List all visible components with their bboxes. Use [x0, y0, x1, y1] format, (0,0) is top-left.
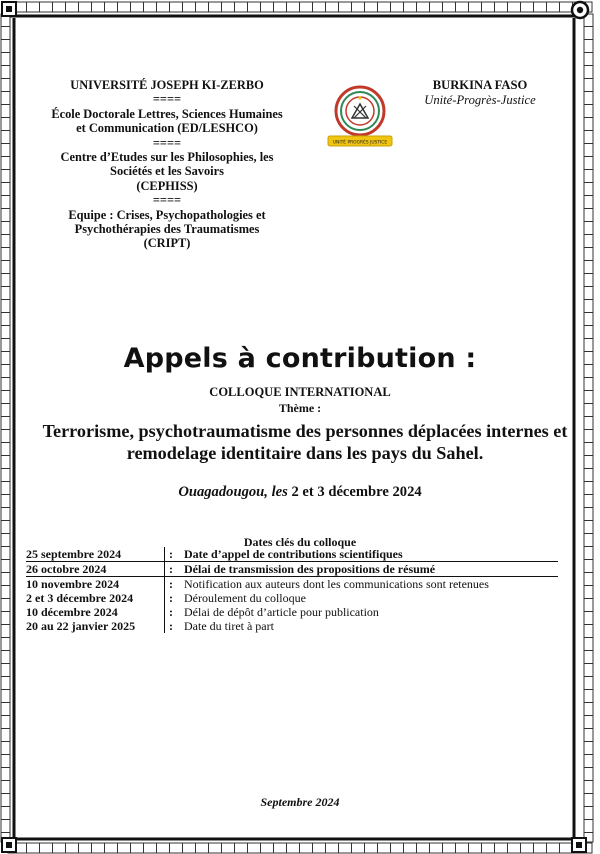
team-line2: Psychothérapies des Traumatismes: [74, 222, 260, 237]
date-cell: 10 novembre 2024: [26, 577, 120, 591]
country-header: [405, 78, 555, 108]
description-cell: Date d’appel de contributions scientifiques: [178, 547, 558, 562]
separator: ====: [152, 193, 182, 208]
venue: Ouagadougou, les: [178, 484, 288, 500]
theme-text: Terrorisme, psychotraumatisme des personnes déplacées internes et remodelage identitaire dans les pays du Sahel.: [42, 421, 568, 463]
corner-ornament-top-right: [572, 2, 588, 18]
separator-cell: :: [165, 591, 179, 605]
footer-date: Septembre 2024: [260, 795, 340, 809]
centre-acronym: (CEPHISS): [136, 178, 198, 193]
seal-motto-ribbon: UNITÉ PROGRÈS JUSTICE: [332, 140, 388, 146]
separator-cell: :: [165, 605, 179, 619]
description-cell: Déroulement du colloque: [184, 591, 306, 605]
coat-of-arms-seal: [326, 84, 394, 148]
separator-cell: :: [165, 619, 179, 633]
table-row: [26, 619, 558, 633]
centre-line1: Centre d’Etudes sur les Philosophies, les: [60, 150, 274, 165]
date-cell: 10 décembre 2024: [26, 605, 118, 619]
corner-ornament-top-left: [2, 2, 16, 16]
date-cell: 20 au 22 janvier 2025: [26, 619, 136, 633]
separator-cell: :: [165, 547, 179, 562]
event-dates: 2 et 3 décembre 2024: [291, 484, 422, 500]
colloquium-label: COLLOQUE INTERNATIONAL: [209, 385, 391, 399]
venue-and-dates: [0, 484, 600, 501]
description-cell: Délai de dépôt d’article pour publication: [184, 605, 379, 619]
country-motto: Unité-Progrès-Justice: [424, 93, 536, 107]
doctoral-school-line1: École Doctorale Lettres, Sciences Humaines: [51, 106, 283, 121]
centre-line2: Sociétés et les Savoirs: [110, 164, 224, 179]
date-cell: 25 septembre 2024: [26, 547, 165, 562]
corner-ornament-bottom-right: [572, 838, 586, 852]
separator-cell: :: [165, 577, 179, 592]
date-cell: 2 et 3 décembre 2024: [26, 591, 134, 605]
doctoral-school-line2: et Communication (ED/LESHCO): [76, 121, 258, 136]
separator: ====: [152, 135, 182, 150]
description-cell: Délai de transmission des propositions de résumé: [178, 562, 558, 577]
institution-header: [36, 78, 298, 251]
separator-cell: :: [165, 562, 179, 577]
table-row: [26, 577, 558, 592]
separator: ====: [152, 92, 182, 107]
page-title: Appels à contribution :: [123, 343, 477, 374]
corner-ornament-bottom-left: [2, 838, 16, 852]
date-cell: 26 octobre 2024: [26, 562, 165, 577]
table-row: [26, 547, 558, 562]
key-dates-title: Dates clés du colloque: [243, 535, 357, 549]
country-name: BURKINA FASO: [432, 78, 528, 92]
team-acronym: (CRIPT): [143, 236, 191, 251]
theme-label: Thème :: [278, 401, 322, 415]
table-row: [26, 591, 558, 605]
description-cell: Notification aux auteurs dont les communications sont retenues: [184, 577, 489, 591]
team-line1: Equipe : Crises, Psychopathologies et: [68, 207, 266, 222]
key-dates-table: [26, 547, 558, 633]
description-cell: Date du tiret à part: [184, 619, 274, 633]
table-row: [26, 562, 558, 577]
table-row: [26, 605, 558, 619]
university-name: UNIVERSITÉ JOSEPH KI-ZERBO: [70, 78, 264, 92]
